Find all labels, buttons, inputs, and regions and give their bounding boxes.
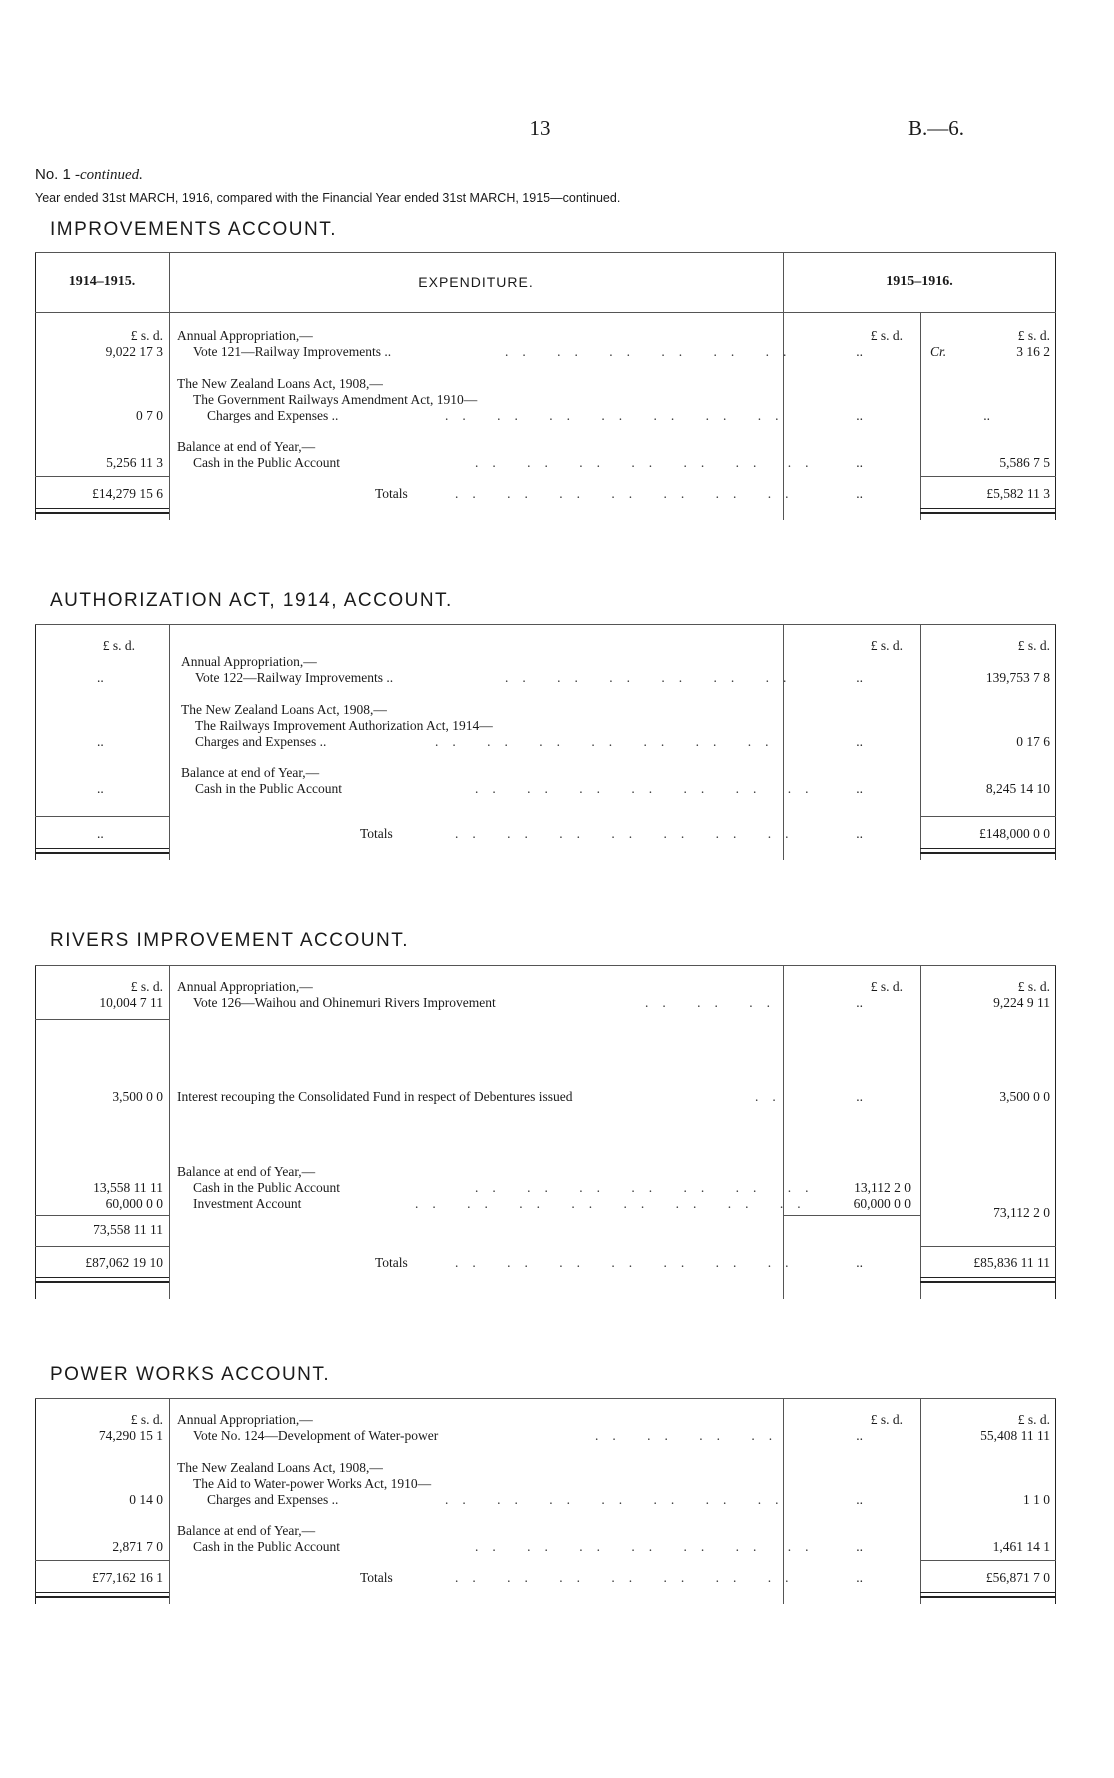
double-rule	[35, 848, 169, 854]
cell-left: 2,871 7 0	[112, 1539, 163, 1554]
rule	[35, 252, 1056, 253]
double-rule	[35, 1277, 169, 1283]
leader-dots: .. .. .. .. .. .. .. ..	[415, 1196, 815, 1211]
row-item: Vote 126—Waihou and Ohinemuri Rivers Improvement	[193, 995, 496, 1010]
row-item: Investment Account	[193, 1196, 302, 1211]
row-label: Balance at end of Year,—	[177, 439, 316, 454]
rule	[35, 1019, 169, 1020]
total-right: £56,871 7 0	[985, 1570, 1050, 1585]
rule	[169, 624, 170, 860]
rule	[35, 476, 169, 477]
units-left: £ s. d.	[130, 328, 163, 343]
total-right: £5,582 11 3	[986, 486, 1050, 501]
totals-label: Totals	[375, 1255, 408, 1270]
totals-label: Totals	[360, 1570, 393, 1585]
row-item: Vote No. 124—Development of Water-power	[193, 1428, 439, 1443]
cell-left: 0 7 0	[136, 408, 163, 423]
rule	[920, 476, 1056, 477]
cell-right: 8,245 14 10	[985, 781, 1050, 796]
cell-mid: ..	[856, 781, 863, 796]
cell-right: 3,500 0 0	[999, 1089, 1050, 1104]
rivers-title: RIVERS IMPROVEMENT ACCOUNT.	[50, 930, 409, 951]
document-reference: B.—6.	[907, 116, 964, 140]
year-header-right: 1915–1916.	[886, 274, 953, 289]
cell-mid: ..	[856, 408, 863, 423]
units-mid: £ s. d.	[870, 328, 903, 343]
rule	[920, 1560, 1056, 1561]
rule	[920, 965, 921, 1299]
cell-right: 73,112 2 0	[993, 1205, 1050, 1220]
rule	[35, 1560, 169, 1561]
power-table	[35, 1398, 1056, 1604]
cell-left: 74,290 15 1	[98, 1428, 163, 1443]
cell-mid: ..	[856, 1428, 863, 1443]
total-mid: ..	[856, 486, 863, 501]
schedule-continued: -continued.	[75, 167, 143, 183]
cell-left: ..	[97, 781, 104, 796]
leader-dots: .. .. .. ..	[595, 1428, 787, 1443]
leader-dots: .. .. .. .. .. ..	[505, 344, 801, 359]
rule	[35, 965, 1056, 966]
total-mid: ..	[856, 826, 863, 841]
row-item: Vote 122—Railway Improvements ..	[195, 670, 394, 685]
leader-dots: .. .. ..	[645, 995, 784, 1010]
units-mid: £ s. d.	[870, 979, 903, 994]
cell-right: 139,753 7 8	[985, 670, 1050, 685]
cell-left: 5,256 11 3	[106, 455, 163, 470]
double-rule	[920, 1277, 1056, 1283]
row-label: The Aid to Water-power Works Act, 1910—	[193, 1476, 432, 1491]
row-label: Annual Appropriation,—	[177, 328, 313, 343]
rule	[169, 965, 170, 1299]
leader-dots: .. .. .. .. .. .. ..	[475, 455, 823, 470]
cell-left: 10,004 7 11	[99, 995, 163, 1010]
row-item: Charges and Expenses ..	[195, 734, 327, 749]
units-right: £ s. d.	[1017, 328, 1050, 343]
row-label: The New Zealand Loans Act, 1908,—	[177, 376, 383, 391]
rule	[920, 1246, 1056, 1247]
improvements-table	[35, 252, 1056, 520]
units-left: £ s. d.	[130, 1412, 163, 1427]
rule	[783, 252, 784, 520]
cell-mid: 13,112 2 0	[854, 1180, 911, 1195]
leader-dots: .. .. .. .. .. .. ..	[475, 1180, 823, 1195]
leader-dots: .. .. .. .. .. ..	[505, 670, 801, 685]
total-left: ..	[97, 826, 104, 841]
total-right: £85,836 11 11	[973, 1255, 1050, 1270]
rule	[35, 1215, 169, 1216]
authorization-table	[35, 624, 1056, 860]
cell-mid: ..	[856, 734, 863, 749]
cell-mid: ..	[856, 995, 863, 1010]
row-label: The New Zealand Loans Act, 1908,—	[181, 702, 387, 717]
cell-left-sum: 73,558 11 11	[93, 1222, 163, 1237]
leader-dots: .. .. .. .. .. .. ..	[475, 781, 823, 796]
schedule-number-label: No. 1	[35, 166, 71, 183]
row-label: Balance at end of Year,—	[177, 1523, 316, 1538]
leader-dots: .. .. .. .. .. .. ..	[455, 1570, 803, 1585]
row-item: Charges and Expenses ..	[207, 408, 339, 423]
units-mid: £ s. d.	[870, 638, 903, 653]
row-item: Cash in the Public Account	[193, 455, 340, 470]
cell-mid: 60,000 0 0	[853, 1196, 911, 1211]
leader-dots: .. .. .. .. .. .. ..	[455, 1255, 803, 1270]
rule	[35, 624, 1056, 625]
total-mid: ..	[856, 1255, 863, 1270]
cell-mid: ..	[856, 455, 863, 470]
schedule-subtitle: Year ended 31st MARCH, 1916, compared with the Financial Year ended 31st MARCH, 1915—continued.	[35, 191, 621, 205]
row-label: Balance at end of Year,—	[177, 1164, 316, 1179]
cell-right: 9,224 9 11	[993, 995, 1050, 1010]
cell-left: 60,000 0 0	[105, 1196, 163, 1211]
units-left: £ s. d.	[130, 979, 163, 994]
cell-left: ..	[97, 670, 104, 685]
double-rule	[920, 1592, 1056, 1598]
rivers-table	[35, 965, 1056, 1299]
leader-dots: .. .. .. .. .. .. ..	[455, 826, 803, 841]
cell-left: 13,558 11 11	[93, 1180, 163, 1195]
cell-mid: ..	[856, 1539, 863, 1554]
cell-right: 5,586 7 5	[999, 455, 1050, 470]
rule	[783, 965, 784, 1299]
row-label: Annual Appropriation,—	[181, 654, 317, 669]
totals-label: Totals	[375, 486, 408, 501]
cell-mid: ..	[856, 1089, 863, 1104]
row-item: Interest recouping the Consolidated Fund in respect of Debentures issued	[177, 1089, 573, 1104]
row-label: Balance at end of Year,—	[181, 765, 320, 780]
cell-left: 3,500 0 0	[112, 1089, 163, 1104]
rule	[35, 1246, 169, 1247]
units-right: £ s. d.	[1017, 1412, 1050, 1427]
row-item: Cash in the Public Account	[193, 1539, 340, 1554]
rule	[35, 1398, 1056, 1399]
table-frame	[35, 965, 1056, 1299]
cell-right: 1,461 14 1	[992, 1539, 1050, 1554]
row-item: Vote 121—Railway Improvements ..	[193, 344, 392, 359]
leader-dots: .. .. .. .. .. .. ..	[475, 1539, 823, 1554]
expenditure-header: EXPENDITURE.	[418, 274, 534, 290]
row-label: Annual Appropriation,—	[177, 1412, 313, 1427]
rule	[35, 816, 169, 817]
improvements-title: IMPROVEMENTS ACCOUNT.	[50, 219, 337, 240]
credit-marker: Cr.	[930, 344, 947, 359]
cell-right: 3 16 2	[1016, 344, 1050, 359]
units-right: £ s. d.	[1017, 979, 1050, 994]
schedule-number	[35, 166, 143, 184]
total-mid: ..	[856, 1570, 863, 1585]
cell-right: 0 17 6	[1016, 734, 1050, 749]
cell-mid: ..	[856, 344, 863, 359]
row-label: The Government Railways Amendment Act, 1910—	[193, 392, 478, 407]
leader-dots: .. .. .. .. .. .. ..	[435, 734, 783, 749]
units-mid: £ s. d.	[870, 1412, 903, 1427]
year-header-left: 1914–1915.	[68, 274, 136, 289]
leader-dots: .. .. .. .. .. .. ..	[445, 408, 793, 423]
cell-mid: ..	[856, 670, 863, 685]
power-title: POWER WORKS ACCOUNT.	[50, 1364, 331, 1385]
rule	[169, 1398, 170, 1604]
cell-right: 55,408 11 11	[980, 1428, 1050, 1443]
leader-dots: .. .. .. .. .. .. ..	[455, 486, 803, 501]
row-label: The New Zealand Loans Act, 1908,—	[177, 1460, 383, 1475]
total-left: £77,162 16 1	[92, 1570, 163, 1585]
row-item: Charges and Expenses ..	[207, 1492, 339, 1507]
row-label: Annual Appropriation,—	[177, 979, 313, 994]
cell-left: 0 14 0	[129, 1492, 163, 1507]
leader-dots: .. .. .. .. .. .. ..	[445, 1492, 793, 1507]
rule	[920, 816, 1056, 817]
cell-right: 1 1 0	[1023, 1492, 1050, 1507]
double-rule	[35, 1592, 169, 1598]
units-left: £ s. d.	[102, 638, 135, 653]
cell-left: ..	[97, 734, 104, 749]
row-item: Cash in the Public Account	[193, 1180, 340, 1195]
rule	[169, 252, 170, 520]
double-rule	[920, 508, 1056, 514]
units-right: £ s. d.	[1017, 638, 1050, 653]
rule	[35, 312, 1056, 313]
row-item: Cash in the Public Account	[195, 781, 342, 796]
cell-right: ..	[983, 408, 990, 423]
rule	[783, 1215, 920, 1216]
double-rule	[920, 848, 1056, 854]
double-rule	[35, 508, 169, 514]
leader-dots: ..	[755, 1089, 790, 1104]
page-number: 13	[529, 116, 551, 140]
row-label: The Railways Improvement Authorization Act, 1914—	[195, 718, 493, 733]
authorization-title: AUTHORIZATION ACT, 1914, ACCOUNT.	[50, 590, 453, 611]
total-left: £14,279 15 6	[92, 486, 163, 501]
total-right: £148,000 0 0	[979, 826, 1050, 841]
total-left: £87,062 19 10	[85, 1255, 163, 1270]
cell-left: 9,022 17 3	[105, 344, 163, 359]
cell-mid: ..	[856, 1492, 863, 1507]
totals-label: Totals	[360, 826, 393, 841]
